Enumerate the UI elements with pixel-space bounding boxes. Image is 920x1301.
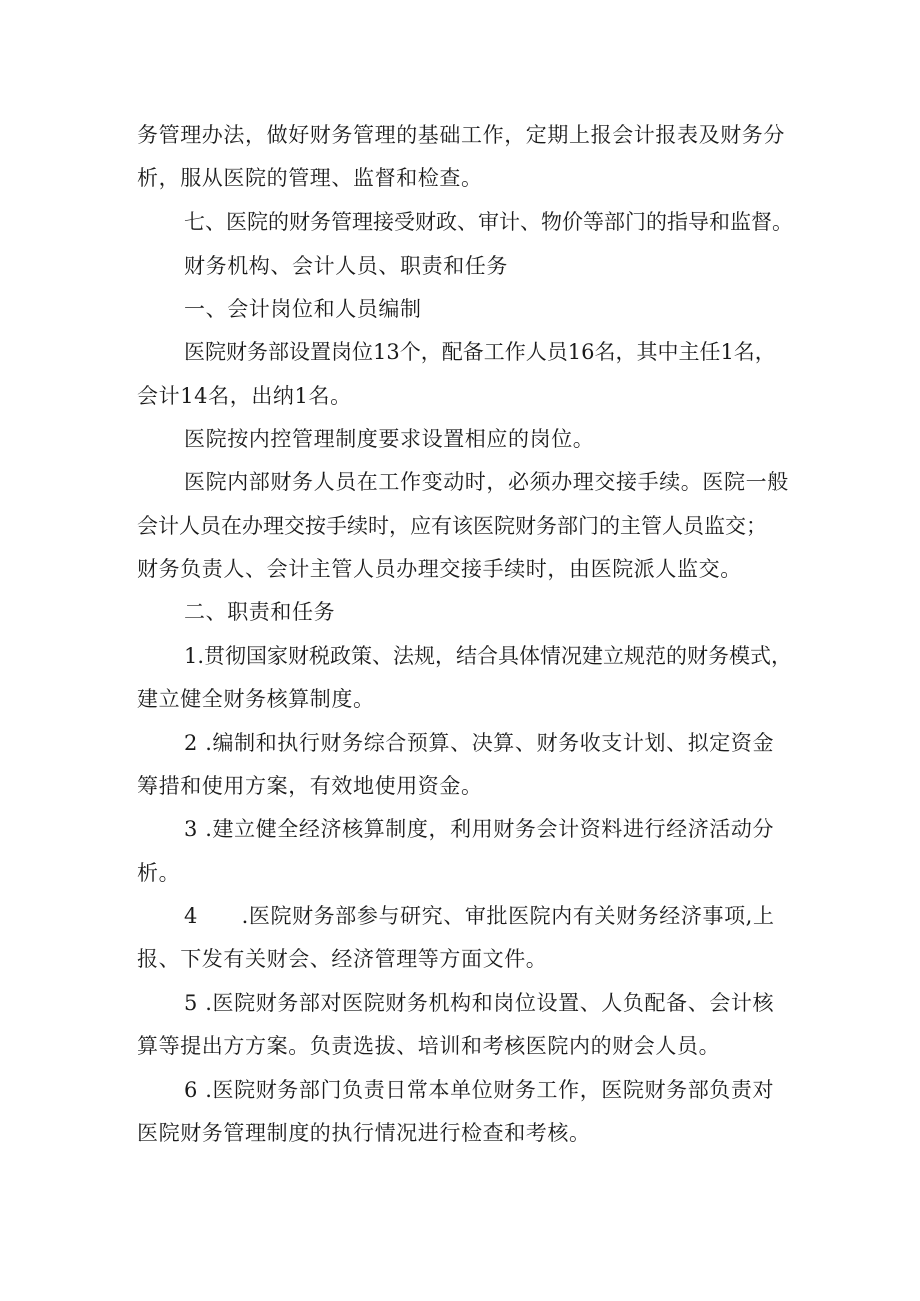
section-heading: 财务机构、会计人员、职责和任务 — [184, 254, 508, 278]
text-line: 析。 — [137, 861, 181, 885]
subsection-heading: 二、职责和任务 — [184, 600, 336, 624]
text-line: 算等提出方方案。负责选拔、培训和考核医院内的财会人员。 — [137, 1034, 721, 1058]
text-line: 医院按内控管理制度要求设置相应的岗位。 — [184, 427, 595, 451]
text-line: 医院财务部设置岗位13个，配备工作人员16名，其中主任1名， — [184, 340, 776, 364]
text-line: 6 .医院财务部门负责日常本单位财务工作，医院财务部负责对 — [184, 1078, 775, 1102]
text-line: 2 .编制和执行财务综合预算、决算、财务收支计划、拟定资金 — [184, 731, 775, 755]
text-line: 七、医院的财务管理接受财政、审计、物价等部门的指导和监督。 — [184, 210, 793, 234]
text-line: 筹措和使用方案，有效地使用资金。 — [137, 774, 483, 798]
text-line: 建立健全财务核算制度。 — [137, 687, 375, 711]
text-line: 4 .医院财务部参与研究、审批医院内有关财务经济事项,上 — [184, 904, 775, 928]
text-line: 报、下发有关财会、经济管理等方面文件。 — [137, 947, 548, 971]
text-line: 医院内部财务人员在工作变动时，必须办理交接手续。医院一般 — [184, 470, 789, 494]
text-line: 财务负责人、会计主管人员办理交接手续时，由医院派人监交。 — [137, 557, 742, 581]
text-line: 3 .建立健全经济核算制度，利用财务会计资料进行经济活动分 — [184, 817, 775, 841]
text-line: 5 .医院财务部对医院财务机构和岗位设置、人负配备、会计核 — [184, 991, 775, 1015]
text-line: 会计14名，出纳1名。 — [137, 384, 352, 408]
text-line: 析，服从医院的管理、监督和检查。 — [137, 166, 483, 190]
text-line: 会计人员在办理交按手续时，应有该医院财务部门的主管人员监交； — [137, 514, 767, 538]
text-line: 医院财务管理制度的执行情况进行检查和考核。 — [137, 1121, 591, 1145]
text-line: 1.贯彻国家财税政策、法规，结合具体情况建立规范的财务模式， — [184, 644, 793, 668]
subsection-heading: 一、会计岗位和人员编制 — [184, 297, 422, 321]
text-line: 务管理办法，做好财务管理的基础工作，定期上报会计报表及财务分 — [137, 123, 785, 147]
